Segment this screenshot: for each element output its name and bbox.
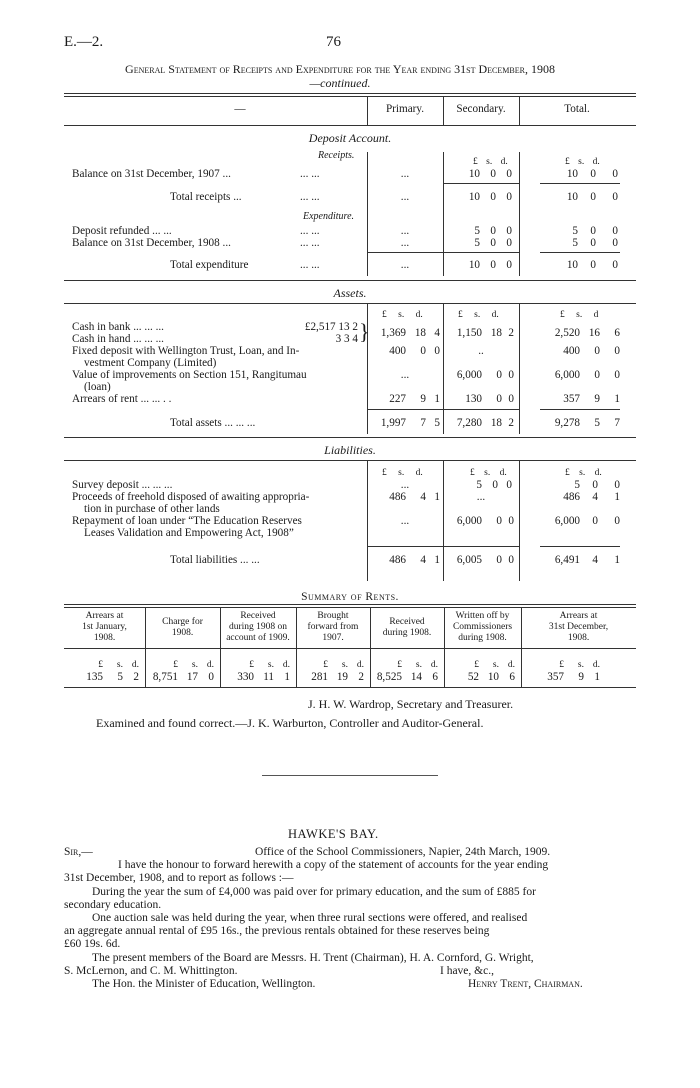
rents-money-head: £ xyxy=(397,660,402,670)
column-primary: Primary. xyxy=(385,103,425,115)
table-top-rule xyxy=(64,93,636,94)
rents-money-head: s. xyxy=(415,660,422,670)
rents-col-received-1908: Received during 1908. xyxy=(382,617,432,638)
col-divider xyxy=(443,96,444,125)
money-head-total: £ s. d xyxy=(560,310,599,320)
rents-money-head: d. xyxy=(131,660,139,670)
column-dash: — xyxy=(234,103,246,115)
money-head-primary: £ s. d. xyxy=(382,468,423,478)
rents-value: 330 xyxy=(237,671,254,683)
rents-value: 8,751 xyxy=(152,671,178,683)
brace: } xyxy=(359,319,370,344)
rents-value: 135 xyxy=(86,671,103,683)
rents-money-head: d. xyxy=(206,660,214,670)
rents-money-head: £ xyxy=(323,660,328,670)
rents-value: 281 xyxy=(311,671,328,683)
rents-value: 14 xyxy=(410,671,422,683)
rents-money-head: £ xyxy=(474,660,479,670)
section-rule xyxy=(64,280,636,281)
rents-value: 52 xyxy=(467,671,479,683)
section-rule xyxy=(64,460,636,461)
rents-value: 17 xyxy=(186,671,198,683)
rents-money-head: s. xyxy=(116,660,123,670)
rents-money-head: £ xyxy=(98,660,103,670)
subtotal-rule xyxy=(443,409,519,410)
subtotal-rule xyxy=(367,546,443,547)
rents-money-head: d. xyxy=(592,660,600,670)
rents-value: 2 xyxy=(358,671,364,683)
letter-heading: HAWKE'S BAY. xyxy=(288,827,379,841)
money-head-total: £ s. d. xyxy=(565,468,602,478)
rents-value: 2 xyxy=(133,671,139,683)
col-divider xyxy=(519,304,520,434)
rents-money-head: s. xyxy=(492,660,499,670)
rents-value: 9 xyxy=(578,671,584,683)
rents-value: 19 xyxy=(336,671,348,683)
subtotal-rule xyxy=(443,252,519,253)
rents-bottom-rule xyxy=(64,687,636,688)
letter-salutation: Sir,— xyxy=(64,846,93,858)
chairman-signature: Henry Trent, Chairman. xyxy=(468,978,583,990)
rents-money-head: £ xyxy=(249,660,254,670)
col-divider xyxy=(519,152,520,276)
rents-value: 11 xyxy=(263,671,274,683)
rents-col-arrears-dec: Arrears at 31st December, 1908. xyxy=(548,611,609,643)
auditor-signature: Examined and found correct.—J. K. Warburton, Controller and Auditor-General. xyxy=(96,716,484,730)
document-page: E.—2. 76 General Statement of Receipts and Expenditure for the Year ending 31st December, 1908 —continued. — Primary. Secondary. Total. Deposit Account. Receipts. £ s. d. £ s. d. Balance on 31st December, 1907 ... ... ... ... 10 0 0 10 0 0 Total receipts ... ... ... ... 10 0 0 10 0 0 Expenditure. Deposit refunded ... ... ... ... ... 5 0 0 5 0 0 Balance on 31st December, 1908 ... ... ... ... 5 0 0 5 0 0 Total expenditure ... ... ... 10 0 0 10 0 0 Assets. £ s. d. £ s. d. £ s. d Cash in bank ... ... ... £2,517 13 2 Cash in hand ... ... ... 3 3 4 } 1,369 18 4 1,150 18 2 2,520 16 6 Fixed deposit with Wellington Trust, Loan, and In- vestment Company (Limited) 400 0 0 .. 400 0 0 Value of improvements on Section 151, Rangitumau (loan) ... 6,000 0 0 6,000 0 0 Arrears of rent ... ... . . 227 9 1 130 0 0 357 9 1 Total assets ... ... ... 1,997 7 5 7,280 18 2 9,278 5 7 Liabilities. £ s. d. £ s. d. £ s. d. Survey deposit ... ... ... ... 5 0 0 5 0 0 Proceeds of freehold disposed of awaiting appropria- tion in purchase of other lands 486 4 1 ... 486 4 1 Repayment of loan under “The Education Reserves Leases Validation and Empowering Act, 1908” ... 6,000 0 0 6,000 0 0 Total liabilities ... ... 486 4 1 6,005 0 0 6,491 4 1 Summary of Rents. Arrears at 1st January, 1908. Charge for 1908. Received during 1908 on account of 1909. Brought forward from 1907. Received during 1908. Written off by Commissioners during 1908. Arrears at 31st December, 1908. d. 2 s. 5 £ 135 d. 0 s. 17 £ 8,751 d. 1 s. 11 £ 330 d. 2 s. 19 £ 281 d. 6 s. 14 £ 8,525 d. 6 s. 10 £ 52 d. 1 s. 9 £ 357 J. H. W. Wardrop, Secretary and Treasurer. Examined and found correct.—J. K. Warburton, Controller and Auditor-General. HAWKE'S BAY. Sir,— Office of the School Commissioners, Napier, 24th March, 1909. I have the honour to forward herewith a copy of the statement of accounts for the year ending 31st December, 1908, and to report as follows :— During the year the sum of £4,000 was paid over for primary education, and the sum of £885 for secondary education. One auction sale was held during the year, when three rural sections were offered, and realised an aggregate annual rental of £95 16s., the previous rentals obtained for these reserves being £60 19s. 6d. The present members of the Board are Messrs. H. Trent (Chairman), H. A. Cornford, G. Wright, S. McLernon, and C. M. Whittington. I have, &c., The Hon. the Minister of Education, Wellington. Henry Trent, Chairman. xyxy=(0,0,700,1088)
secretary-signature: J. H. W. Wardrop, Secretary and Treasurer. xyxy=(308,697,514,711)
rents-value: 1 xyxy=(594,671,600,683)
money-head-total: £ s. d. xyxy=(565,157,600,167)
table-top-rule-2 xyxy=(64,96,636,97)
subtotal-rule xyxy=(540,183,620,184)
rents-col-arrears-jan: Arrears at 1st January, 1908. xyxy=(82,611,127,643)
assets-heading: Assets. xyxy=(333,286,367,300)
rents-value: 357 xyxy=(547,671,564,683)
col-divider xyxy=(443,152,444,276)
subtotal-rule xyxy=(540,546,620,547)
rents-money-head: d. xyxy=(282,660,290,670)
rents-value: 5 xyxy=(117,671,123,683)
section-rule xyxy=(64,303,636,304)
rents-value: 1 xyxy=(284,671,290,683)
rents-money-head: s. xyxy=(191,660,198,670)
subtotal-rule xyxy=(443,546,519,547)
rents-col-charge: Charge for 1908. xyxy=(162,617,203,638)
rents-heading: Summary of Rents. xyxy=(301,591,399,603)
page-number: 76 xyxy=(326,34,341,50)
money-head-secondary: £ s. d. xyxy=(470,468,507,478)
rents-top-rule-2 xyxy=(64,607,636,608)
divider-rule xyxy=(262,775,438,776)
rents-value: 6 xyxy=(432,671,438,683)
page-ref: E.—2. xyxy=(64,34,104,50)
letter-office: Office of the School Commissioners, Napier, 24th March, 1909. xyxy=(255,846,551,858)
rents-money-head: d. xyxy=(430,660,438,670)
deposit-heading: Deposit Account. xyxy=(308,131,392,145)
col-divider xyxy=(367,96,368,125)
rents-value: 10 xyxy=(487,671,499,683)
rents-value: 0 xyxy=(208,671,214,683)
money-head-secondary: £ s. d. xyxy=(473,157,508,167)
rents-col-received-1909: Received during 1908 on account of 1909. xyxy=(226,611,290,643)
rents-col-brought-forward: Brought forward from 1907. xyxy=(307,611,359,643)
section-rule xyxy=(64,437,636,438)
subtotal-rule xyxy=(540,409,620,410)
statement-title: General Statement of Receipts and Expenditure for the Year ending 31st December, 1908 —continued. xyxy=(125,62,555,90)
rents-money-head: s. xyxy=(267,660,274,670)
rents-money-head: s. xyxy=(341,660,348,670)
column-secondary: Secondary. xyxy=(456,103,506,115)
rents-money-head: £ xyxy=(559,660,564,670)
rents-money-head: £ xyxy=(173,660,178,670)
receipts-label: Receipts. xyxy=(318,150,355,161)
liabilities-heading: Liabilities. xyxy=(324,443,376,457)
rents-col-written-off: Written off by Commissioners during 1908. xyxy=(452,611,513,643)
rents-header-rule xyxy=(64,648,636,649)
money-head-primary: £ s. d. xyxy=(382,310,423,320)
table-header-rule xyxy=(64,125,636,126)
rents-money-head: s. xyxy=(577,660,584,670)
col-divider xyxy=(519,461,520,581)
rents-value: 8,525 xyxy=(376,671,402,683)
col-divider xyxy=(367,152,368,276)
subtotal-rule xyxy=(443,183,519,184)
subtotal-rule xyxy=(367,409,443,410)
column-total: Total. xyxy=(564,103,590,115)
expenditure-label: Expenditure. xyxy=(303,211,355,222)
col-divider xyxy=(519,96,520,125)
money-head-secondary: £ s. d. xyxy=(458,310,499,320)
rents-value: 6 xyxy=(509,671,515,683)
subtotal-rule xyxy=(367,252,443,253)
rents-money-head: d. xyxy=(507,660,515,670)
rents-top-rule xyxy=(64,604,636,605)
rents-money-head: d. xyxy=(356,660,364,670)
subtotal-rule xyxy=(540,252,620,253)
